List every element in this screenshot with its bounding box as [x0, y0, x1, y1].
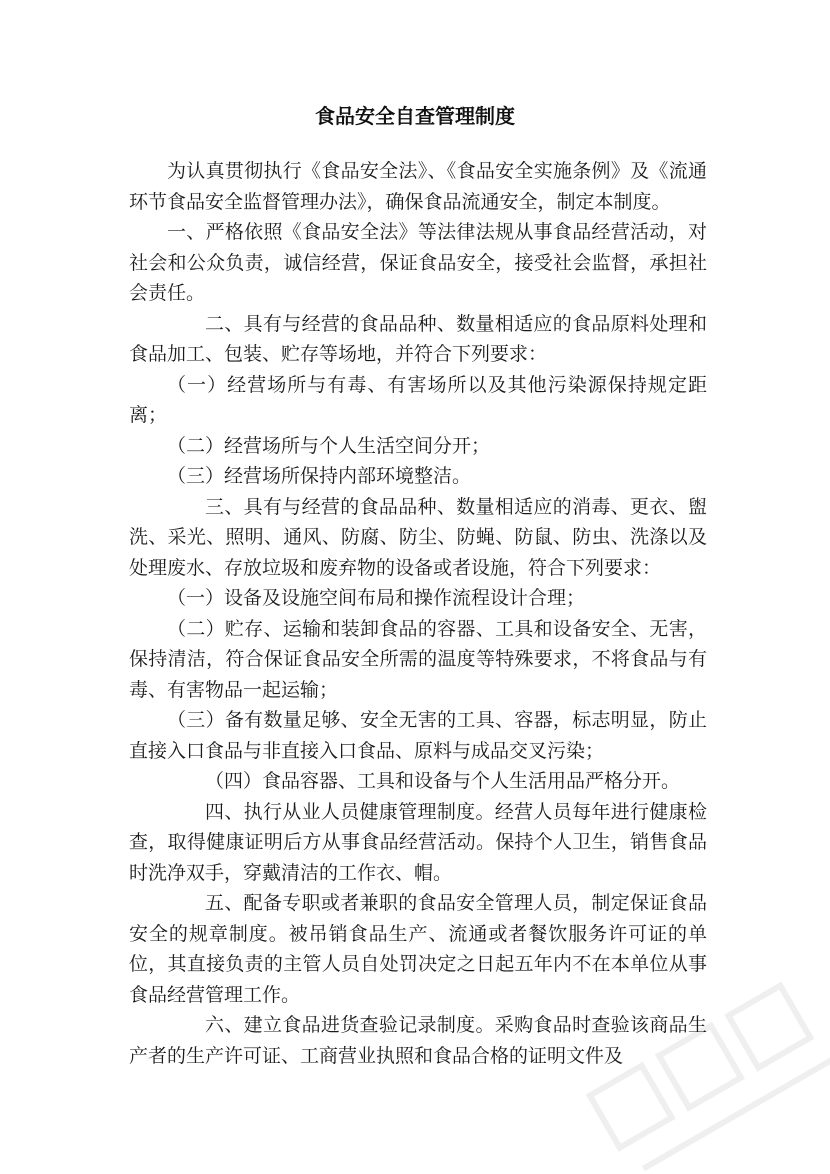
- paragraph-section-3-item-4: （四）食品容器、工具和设备与个人生活用品严格分开。: [205, 770, 681, 792]
- paragraph-section-2-item-3: （三）经营场所保持内部环境整洁。: [167, 465, 472, 487]
- paragraph-section-2: 二、具有与经营的食品品种、数量相适应的食品原料处理和食品加工、包装、贮存等场地，并符合下列要求：: [129, 312, 707, 365]
- paragraph-section-4: 四、执行从业人员健康管理制度。经营人员每年进行健康检查，取得健康证明后方从事食品经营活动。保持个人卫生，销售食品时洗净双手，穿戴清洁的工作衣、帽。: [129, 800, 707, 884]
- paragraph-section-3-item-1: （一）设备及设施空间布局和操作流程设计合理；: [167, 587, 586, 609]
- paragraph-section-3: 三、具有与经营的食品品种、数量相适应的消毒、更衣、盥洗、采光、照明、通风、防腐、防尘、防蝇、防鼠、防虫、洗涤以及处理废水、存放垃圾和废弃物的设备或者设施，符合下列要求：: [129, 495, 707, 579]
- document-body: [129, 156, 707, 1071]
- paragraph-section-1: 一、严格依照《食品安全法》等法律法规从事食品经营活动，对社会和公众负责，诚信经营，保证食品安全，接受社会监督，承担社会责任。: [129, 221, 707, 304]
- paragraph-section-6: 六、建立食品进货查验记录制度。采购食品时查验该商品生产者的生产许可证、工商营业执照和食品合格的证明文件及: [129, 1014, 707, 1067]
- paragraph-section-5: 五、配备专职或者兼职的食品安全管理人员，制定保证食品安全的规章制度。被吊销食品生产、流通或者餐饮服务许可证的单位，其直接负责的主管人员自处罚决定之日起五年内不在本单位从事食品经营管理工作。: [129, 892, 707, 1006]
- paragraph-section-3-item-3: （三）备有数量足够、安全无害的工具、容器，标志明显，防止直接入口食品与非直接入口食品、原料与成品交叉污染；: [129, 709, 707, 762]
- paragraph-section-2-item-1: （一）经营场所与有毒、有害场所以及其他污染源保持规定距离；: [129, 373, 707, 426]
- paragraph-section-2-item-2: （二）经营场所与个人生活空间分开；: [167, 434, 491, 457]
- paragraph-section-3-item-2: （二）贮存、运输和装卸食品的容器、工具和设备安全、无害，保持清洁，符合保证食品安全所需的温度等特殊要求，不将食品与有毒、有害物品一起运输；: [129, 617, 707, 701]
- paragraph-intro: 为认真贯彻执行《食品安全法》、《食品安全实施条例》及《流通环节食品安全监督管理办法》，确保食品流通安全，制定本制度。: [129, 160, 707, 213]
- document-title: 食品安全自查管理制度: [315, 104, 515, 128]
